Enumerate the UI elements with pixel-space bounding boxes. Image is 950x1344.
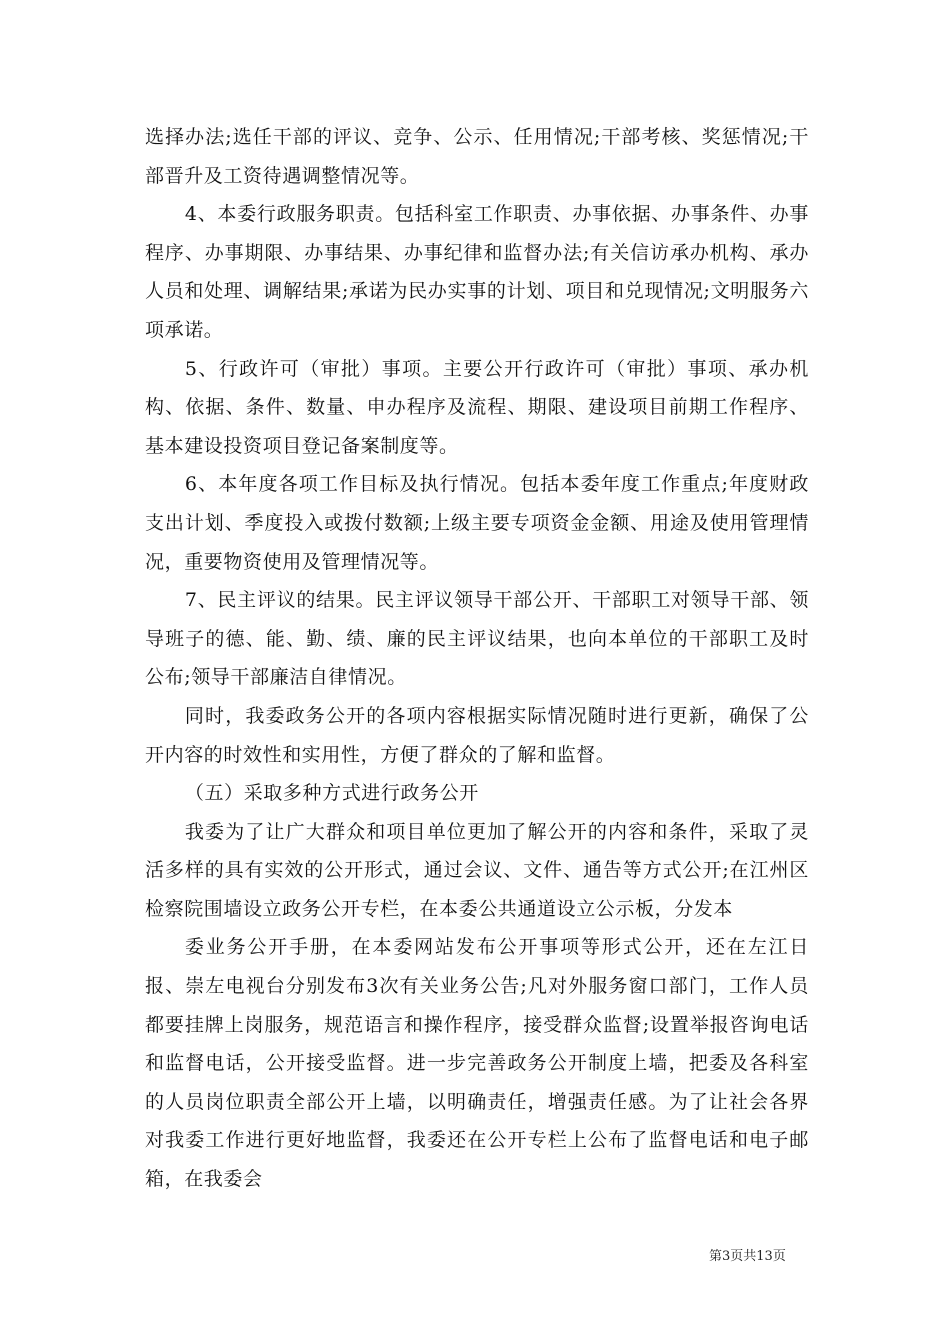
paragraph-4: 6、本年度各项工作目标及执行情况。包括本委年度工作重点;年度财政支出计划、季度投入或拨付数额;上级主要专项资金金额、用途及使用管理情况，重要物资使用及管理情况等。	[145, 473, 809, 573]
document-body	[145, 118, 809, 1199]
paragraph-6: 同时，我委政务公开的各项内容根据实际情况随时进行更新，确保了公开内容的时效性和实用性，方便了群众的了解和监督。	[145, 704, 809, 766]
paragraph-2: 4、本委行政服务职责。包括科室工作职责、办事依据、办事条件、办事程序、办事期限、办事结果、办事纪律和监督办法;有关信访承办机构、承办人员和处理、调解结果;承诺为民办实事的计划、项目和兑现情况;文明服务六项承诺。	[145, 203, 809, 341]
paragraph-8: 委业务公开手册，在本委网站发布公开事项等形式公开，还在左江日报、崇左电视台分别发布3次有关业务公告;凡对外服务窗口部门，工作人员都要挂牌上岗服务，规范语言和操作程序，接受群众监督;设置举报咨询电话和监督电话，公开接受监督。进一步完善政务公开制度上墙，把委及各科室的人员岗位职责全部公开上墙，以明确责任，增强责任感。为了让社会各界对我委工作进行更好地监督，我委还在公开专栏上公布了监督电话和电子邮箱，在我委会	[145, 936, 809, 1191]
page-number: 第3页共13页	[709, 1249, 786, 1264]
paragraph-1: 选择办法;选任干部的评议、竞争、公示、任用情况;干部考核、奖惩情况;干部晋升及工资待遇调整情况等。	[145, 126, 809, 187]
paragraph-5: 7、民主评议的结果。民主评议领导干部公开、干部职工对领导干部、领导班子的德、能、勤、绩、廉的民主评议结果，也向本单位的干部职工及时公布;领导干部廉洁自律情况。	[145, 589, 809, 689]
section-heading: （五）采取多种方式进行政务公开	[184, 782, 479, 805]
paragraph-3: 5、行政许可（审批）事项。主要公开行政许可（审批）事项、承办机构、依据、条件、数量、申办程序及流程、期限、建设项目前期工作程序、基本建设投资项目登记备案制度等。	[145, 357, 809, 457]
paragraph-7: 我委为了让广大群众和项目单位更加了解公开的内容和条件，采取了灵活多样的具有实效的公开形式，通过会议、文件、通告等方式公开;在江州区检察院围墙设立政务公开专栏，在本委公共通道设立公示板，分发本	[145, 820, 809, 920]
